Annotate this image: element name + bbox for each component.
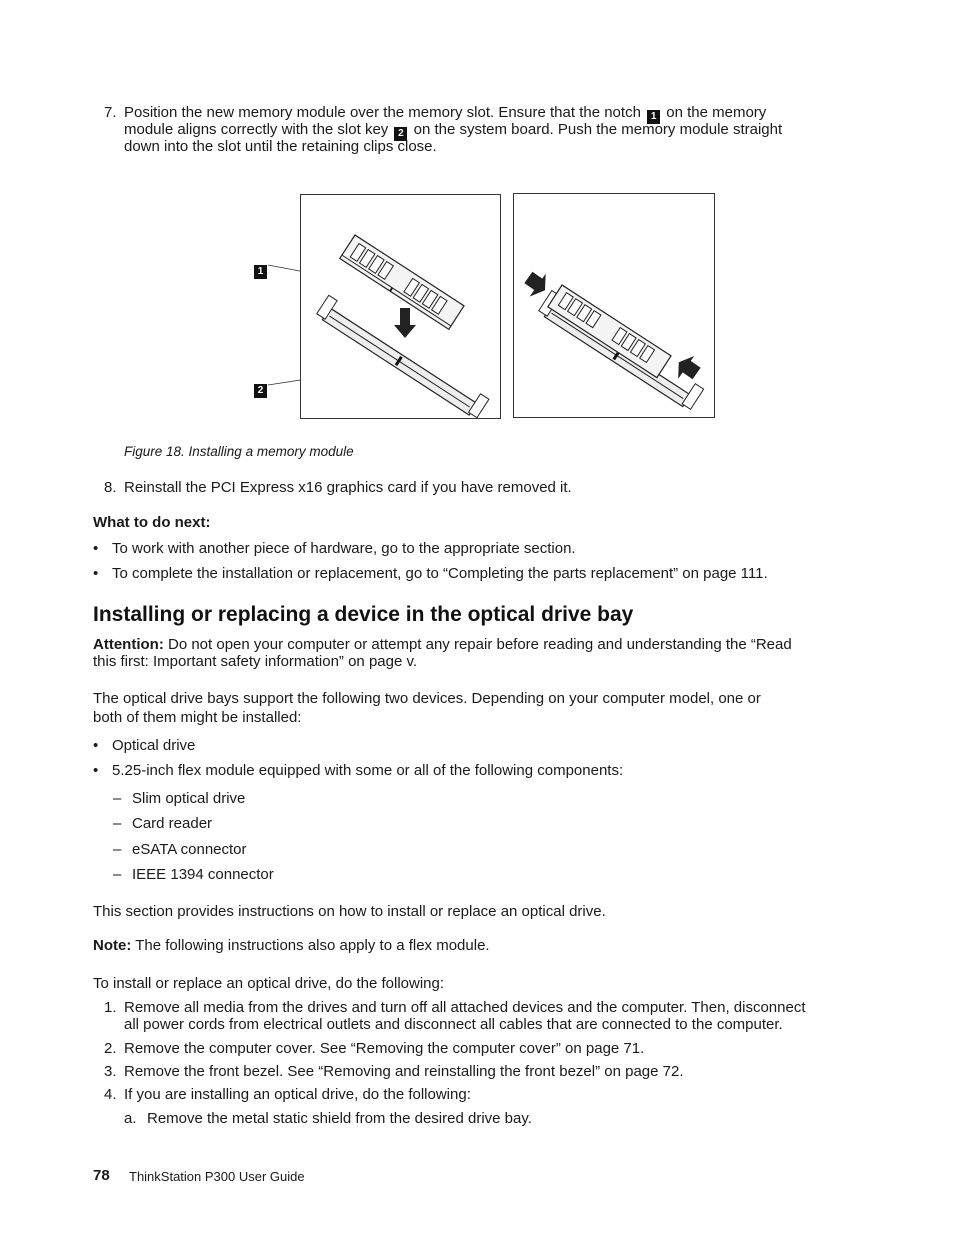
step-3-number: 3.: [104, 1063, 117, 1080]
instructions-text: This section provides instructions on how to install or replace an optical drive.: [93, 903, 606, 920]
component-item-4: IEEE 1394 connector: [132, 866, 274, 883]
step-7-text-d: on the system board. Push the memory module straight: [413, 121, 783, 138]
step-7-number: 7.: [104, 104, 117, 121]
note-label: Note:: [93, 937, 132, 954]
step-3-text: Remove the front bezel. See “Removing and reinstalling the front bezel” on page 72.: [124, 1063, 684, 1080]
todo-text: To install or replace an optical drive, do the following:: [93, 975, 445, 992]
component-item-3: eSATA connector: [132, 841, 247, 858]
figure-callout-2-badge: 2: [254, 384, 267, 398]
step-4-text: If you are installing an optical drive, do the following:: [124, 1086, 471, 1103]
step-2-number: 2.: [104, 1040, 117, 1057]
figure-callout-1-badge: 1: [254, 265, 267, 279]
section-title: Installing or replacing a device in the optical drive bay: [93, 603, 634, 626]
substep-a-text: Remove the metal static shield from the desired drive bay.: [147, 1110, 532, 1127]
attention-line-2: this first: Important safety information” on page v.: [93, 653, 418, 670]
step-1-line-1: Remove all media from the drives and turn off all attached devices and the computer. Then, disconnect: [124, 999, 806, 1016]
attention-text: Do not open your computer or attempt any repair before reading and understanding the “Read: [167, 636, 792, 653]
page-number: 78: [93, 1167, 110, 1184]
step-4-number: 4.: [104, 1086, 117, 1103]
device-item-1: Optical drive: [112, 737, 196, 754]
dash-marker: –: [113, 815, 122, 832]
figure-caption: Figure 18. Installing a memory module: [124, 444, 354, 459]
callout-2-badge: 2: [394, 127, 407, 141]
next-bullet-2: To complete the installation or replacement, go to “Completing the parts replacement” on page 111.: [112, 565, 768, 582]
callout-1-badge: 1: [647, 110, 660, 124]
bullet-dot: •: [93, 565, 99, 582]
device-item-2: 5.25-inch flex module equipped with some or all of the following components:: [112, 762, 624, 779]
step-7-text-b: on the memory: [666, 104, 767, 121]
substep-a-letter: a.: [124, 1110, 137, 1127]
what-next-heading: What to do next:: [93, 514, 211, 531]
attention-label: Attention:: [93, 636, 164, 653]
step-7-line-3: down into the slot until the retaining clips close.: [124, 138, 437, 155]
step-8-number: 8.: [104, 479, 117, 496]
step-2-text: Remove the computer cover. See “Removing the computer cover” on page 71.: [124, 1040, 645, 1057]
step-1-number: 1.: [104, 999, 117, 1016]
component-item-2: Card reader: [132, 815, 213, 832]
dash-marker: –: [113, 790, 122, 807]
memory-install-figure: [250, 190, 730, 425]
next-bullet-1: To work with another piece of hardware, go to the appropriate section.: [112, 540, 576, 557]
intro-line-2: both of them might be installed:: [93, 709, 302, 726]
note-line: [93, 937, 490, 954]
attention-line-1: [93, 636, 853, 653]
component-item-1: Slim optical drive: [132, 790, 246, 807]
step-1-line-2: all power cords from electrical outlets and disconnect all cables that are connected to the computer.: [124, 1016, 783, 1033]
bullet-dot: •: [93, 762, 99, 779]
dash-marker: –: [113, 866, 122, 883]
step-8-text: Reinstall the PCI Express x16 graphics card if you have removed it.: [124, 479, 572, 496]
bullet-dot: •: [93, 540, 99, 557]
footer-title: ThinkStation P300 User Guide: [129, 1169, 305, 1184]
dash-marker: –: [113, 841, 122, 858]
step-7-text-c: module aligns correctly with the slot key: [124, 121, 389, 138]
bullet-dot: •: [93, 737, 99, 754]
note-text: The following instructions also apply to a flex module.: [135, 937, 490, 954]
step-7-text-a: Position the new memory module over the memory slot. Ensure that the notch: [124, 104, 641, 121]
intro-line-1: The optical drive bays support the following two devices. Depending on your computer model, one or: [93, 690, 761, 707]
